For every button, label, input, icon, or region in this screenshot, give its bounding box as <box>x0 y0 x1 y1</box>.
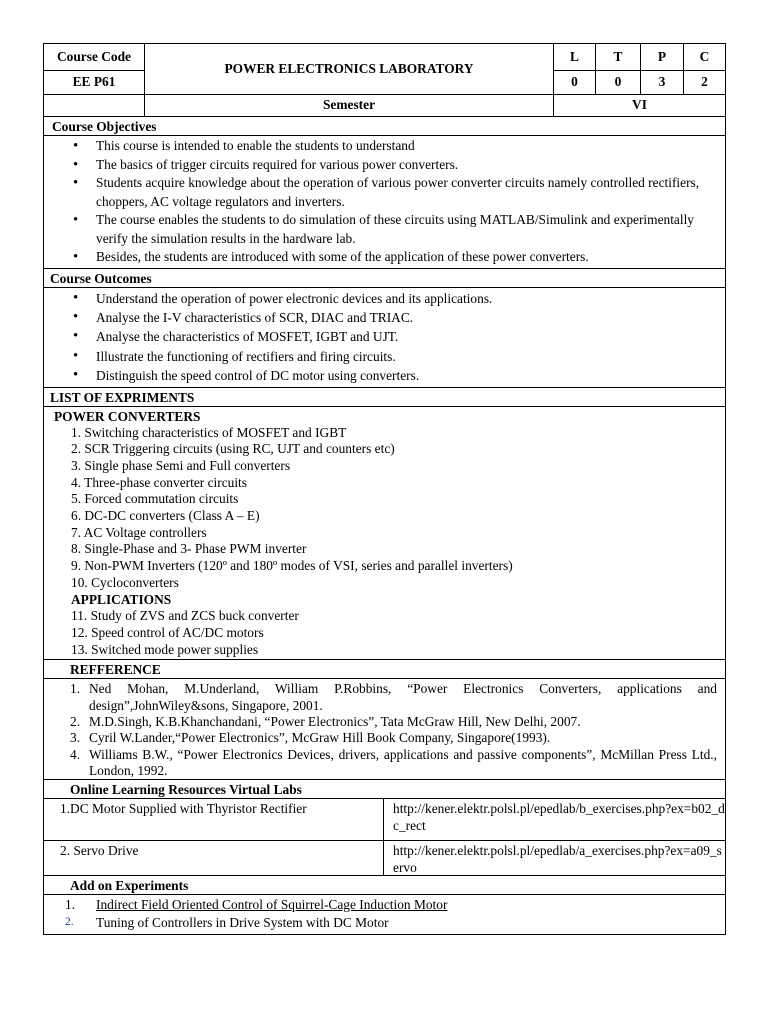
grid-line <box>553 44 554 116</box>
reference-text: Williams B.W., “Power Electronics Devices, drivers, applications and passive components”, McMillan Press Ltd., London, 1992. <box>89 746 717 778</box>
objective-item: • Besides, the students are introduced with some of the application of these power converters. <box>44 248 725 267</box>
virtual-labs-title: Online Learning Resources Virtual Labs <box>44 780 725 799</box>
objective-item: • This course is intended to enable the students to understand <box>44 137 725 156</box>
power-converters-list <box>44 425 725 659</box>
outcome-item: • Illustrate the functioning of rectifiers and firing circuits. <box>44 347 725 366</box>
objectives-list <box>44 136 725 269</box>
reference-item <box>44 730 725 746</box>
experiment-item: 9. Non-PWM Inverters (120º and 180º modes of VSI, series and parallel inverters) <box>71 558 513 574</box>
add-on-text: Tuning of Controllers in Drive System with DC Motor <box>96 914 389 930</box>
course-title: POWER ELECTRONICS LABORATORY <box>224 61 474 76</box>
experiment-item: 2. SCR Triggering circuits (using RC, UJT and counters etc) <box>71 441 395 457</box>
experiment-item: 4. Three-phase converter circuits <box>71 474 247 490</box>
ltpc-label-t: T <box>613 49 623 64</box>
ltpc-value-p: 3 <box>658 74 666 89</box>
grid-line <box>640 44 641 94</box>
outcome-item: • Analyse the characteristics of MOSFET, IGBT and UJT. <box>44 327 725 346</box>
ltpc-value-l: 0 <box>571 74 578 89</box>
reference-item <box>44 714 725 730</box>
experiment-item: 11. Study of ZVS and ZCS buck converter <box>71 608 299 624</box>
grid-line <box>553 70 726 71</box>
experiment-item: 10. Cycloconverters <box>71 574 179 590</box>
ltpc-label-l: L <box>570 49 579 64</box>
outcomes-list <box>44 288 725 388</box>
power-converters-heading: POWER CONVERTERS <box>54 408 201 424</box>
reference-number: 1. <box>70 681 81 697</box>
experiment-item: 13. Switched mode power supplies <box>71 641 259 657</box>
objective-item: • Students acquire knowledge about the operation of various power converter circuits namely controlled rectifiers, choppers, AC voltage regulators and inverters. <box>44 174 725 211</box>
ltpc-value-c: 2 <box>701 74 708 89</box>
experiment-item: 12. Speed control of AC/DC motors <box>71 624 264 640</box>
course-code-label: Course Code <box>56 49 131 64</box>
experiment-item: 5. Forced commutation circuits <box>71 491 239 507</box>
applications-heading: APPLICATIONS <box>71 591 172 607</box>
grid-line <box>44 70 144 71</box>
reference-item <box>44 747 725 780</box>
add-on-number: 1. <box>65 897 76 913</box>
virtual-lab-link[interactable]: http://kener.elektr.polsl.pl/epedlab/b_exercises.php?ex=b02_dc_rect <box>393 801 725 834</box>
experiment-item: 3. Single phase Semi and Full converters <box>71 457 291 473</box>
course-table <box>43 43 726 935</box>
experiment-item: 1. Switching characteristics of MOSFET and IGBT <box>71 424 347 440</box>
add-on-number: 2. <box>65 915 74 928</box>
virtual-lab-row <box>44 799 725 841</box>
virtual-lab-link[interactable]: http://kener.elektr.polsl.pl/epedlab/a_exercises.php?ex=a09_servo <box>393 843 722 876</box>
add-on-list <box>44 895 725 934</box>
objectives-title: Course Objectives <box>44 117 725 136</box>
course-header <box>44 44 725 117</box>
course-code: EE P61 <box>72 74 116 89</box>
add-on-title: Add on Experiments <box>44 876 725 895</box>
add-on-item <box>44 896 725 914</box>
grid-line <box>683 44 684 94</box>
ltpc-label-c: C <box>699 49 710 64</box>
outcome-item: • Understand the operation of power electronic devices and its applications. <box>44 289 725 308</box>
virtual-lab-name: 2. Servo Drive <box>44 841 384 875</box>
reference-number: 4. <box>70 746 81 762</box>
objective-item: • The basics of trigger circuits required for various power converters. <box>44 156 725 175</box>
reference-item <box>44 681 725 714</box>
outcome-item: • Analyse the I-V characteristics of SCR, DIAC and TRIAC. <box>44 308 725 327</box>
ltpc-value-t: 0 <box>614 74 622 89</box>
outcomes-title: Course Outcomes <box>44 269 725 288</box>
add-on-text: Indirect Field Oriented Control of Squirrel-Cage Induction Motor <box>96 897 448 913</box>
experiment-item: 6. DC-DC converters (Class A – E) <box>71 508 260 524</box>
experiment-item: 7. AC Voltage controllers <box>71 524 207 540</box>
reference-number: 3. <box>70 730 81 746</box>
ltpc-label-p: P <box>657 49 667 64</box>
grid-line <box>44 94 726 95</box>
semester-value: VI <box>632 97 647 112</box>
references-title: REFFERENCE <box>44 660 725 679</box>
references-list <box>44 679 725 780</box>
reference-text: Cyril W.Lander,“Power Electronics”, McGraw Hill Book Company, Singapore(1993). <box>89 730 551 746</box>
reference-text: M.D.Singh, K.B.Khanchandani, “Power Electronics”, Tata McGraw Hill, New Delhi, 2007. <box>89 713 581 729</box>
semester-label: Semester <box>322 97 376 112</box>
experiments-list <box>44 407 725 661</box>
grid-line <box>595 44 596 94</box>
add-on-item <box>44 914 725 932</box>
experiments-title: LIST OF EXPRIMENTS <box>44 388 725 407</box>
experiment-item: 8. Single-Phase and 3- Phase PWM inverter <box>71 541 307 557</box>
virtual-lab-row <box>44 841 725 876</box>
objective-item: • The course enables the students to do simulation of these circuits using MATLAB/Simulink and experimentally verify the simulation results in the hardware lab. <box>44 211 725 248</box>
outcome-item: • Distinguish the speed control of DC motor using converters. <box>44 366 725 385</box>
virtual-lab-name: 1.DC Motor Supplied with Thyristor Rectifier <box>44 799 384 840</box>
grid-line <box>144 44 145 116</box>
reference-number: 2. <box>70 713 81 729</box>
reference-text: Ned Mohan, M.Underland, William P.Robbins, “Power Electronics Converters, applications and design”,JohnWiley&sons, Singapore, 2001. <box>89 681 717 713</box>
